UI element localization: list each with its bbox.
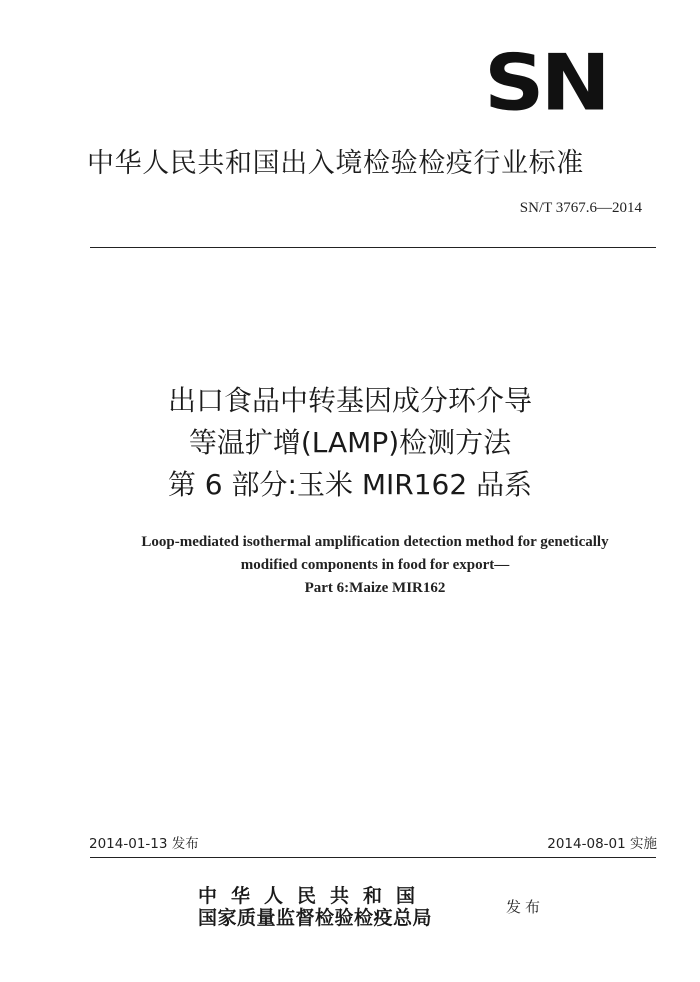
- issue-date: 2014-01-13 发布: [89, 836, 199, 852]
- issuer-line-1: 中华人民共和国: [198, 886, 430, 907]
- effective-date: 2014-08-01 实施: [547, 836, 657, 852]
- chinese-title: [0, 380, 700, 506]
- chinese-title-line-1: 出口食品中转基因成分环介导: [167, 384, 532, 417]
- english-title-line-3: Part 6:Maize MIR162: [304, 580, 446, 596]
- standard-code: SN/T 3767.6—2014: [519, 200, 642, 216]
- publish-label: 发布: [506, 898, 545, 916]
- bottom-divider: [90, 857, 656, 858]
- sn-logo: SN: [484, 37, 607, 128]
- chinese-title-line-3: 第 6 部分:玉米 MIR162 品系: [167, 468, 533, 501]
- industry-standard-title: 中华人民共和国出入境检验检疫行业标准: [87, 148, 584, 179]
- english-title-line-2: modified components in food for export—: [240, 557, 510, 573]
- issuer-line-2: 国家质量监督检验检疫总局: [198, 908, 433, 929]
- issuing-authority: [198, 886, 498, 930]
- english-title-line-1: Loop-mediated isothermal amplification detection method for genetically: [141, 534, 609, 550]
- english-title: [100, 531, 650, 600]
- top-divider: [90, 247, 656, 248]
- chinese-title-line-2: 等温扩增(LAMP)检测方法: [188, 426, 512, 459]
